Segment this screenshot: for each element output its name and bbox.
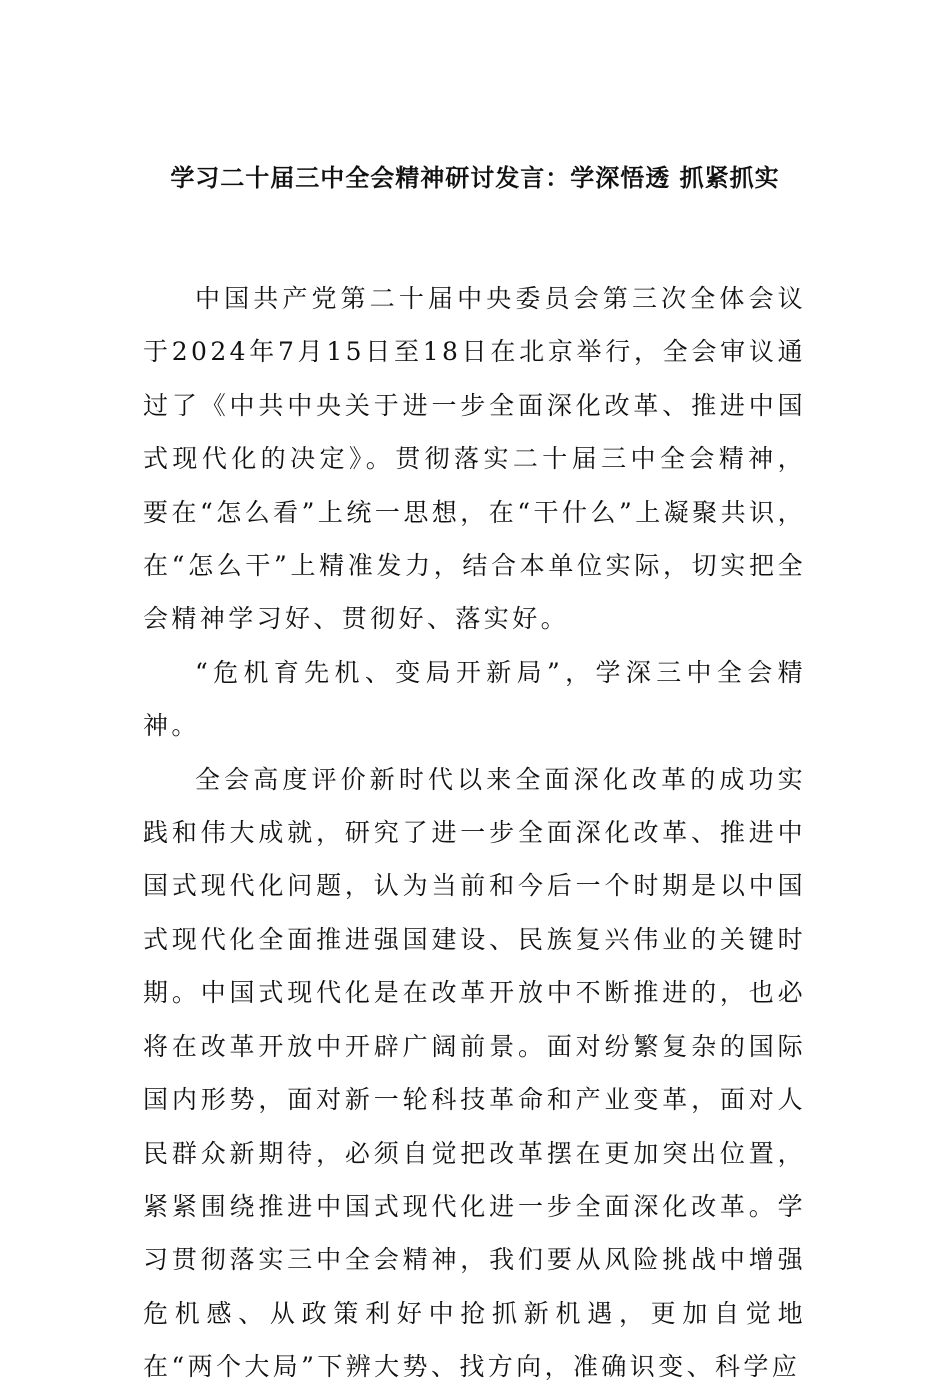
document-title: 学习二十届三中全会精神研讨发言：学深悟透 抓紧抓实: [170, 164, 780, 192]
document-body: [143, 272, 806, 1394]
paragraph-intro: 中国共产党第二十届中央委员会第三次全体会议于2024年7月15日至18日在北京举行，全会审议通过了《中共中央关于进一步全面深化改革、推进中国式现代化的决定》。贯彻落实二十届三中全会精神，要在“怎么看”上统一思想，在“干什么”上凝聚共识，在“怎么干”上精准发力，结合本单位实际，切实把全会精神学习好、贯彻好、落实好。: [143, 284, 806, 634]
paragraph-body-1: 全会高度评价新时代以来全面深化改革的成功实践和伟大成就，研究了进一步全面深化改革、推进中国式现代化问题，认为当前和今后一个时期是以中国式现代化全面推进强国建设、民族复兴伟业的关键时期。中国式现代化是在改革开放中不断推进的，也必将在改革开放中开辟广阔前景。面对纷繁复杂的国际国内形势，面对新一轮科技革命和产业变革，面对人民群众新期待，必须自觉把改革摆在更加突出位置，紧紧围绕推进中国式现代化进一步全面深化改革。学习贯彻落实三中全会精神，我们要从风险挑战中增强危机感、从政策利好中抢抓新机遇，更加自觉地在“两个大局”下辨大势、找方向，准确识变、科学应: [143, 764, 806, 1382]
paragraph-heading-1: “危机育先机、变局开新局”，学深三中全会精神。: [143, 657, 806, 741]
